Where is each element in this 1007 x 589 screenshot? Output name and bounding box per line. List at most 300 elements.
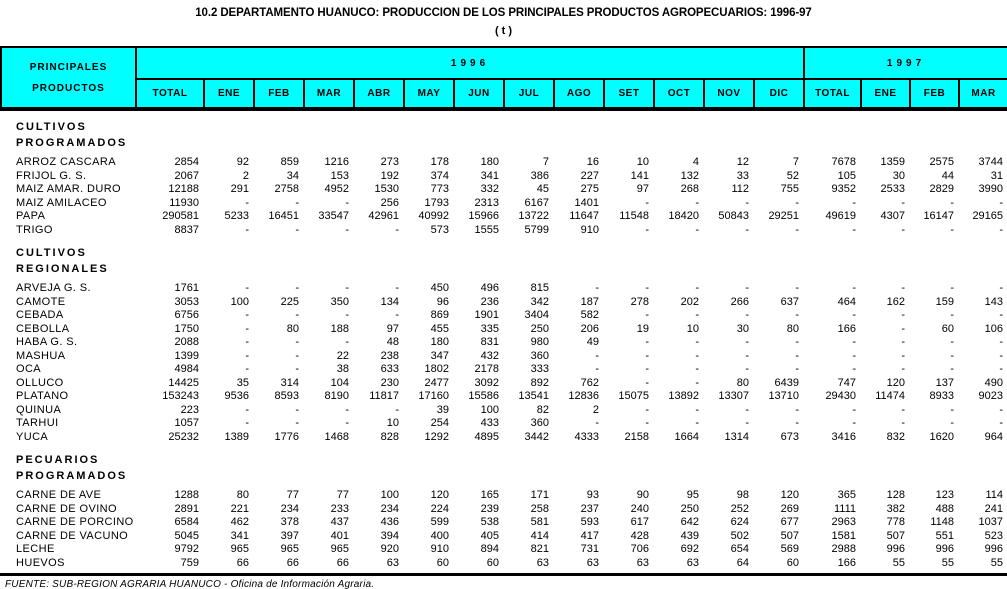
column-header-ago-1996: AGO: [554, 79, 604, 109]
value-cell: 4895: [474, 430, 499, 443]
value-cell: 100: [380, 489, 399, 501]
row-label: OCA: [16, 363, 42, 375]
value-cell: 773: [430, 183, 449, 195]
value-cell: -: [245, 349, 249, 362]
value-cell: 178: [430, 156, 449, 168]
value-cell: 617: [630, 516, 649, 528]
value-cell: -: [745, 223, 749, 236]
value-cell: -: [695, 417, 699, 429]
value-cell: 450: [430, 282, 449, 294]
value-cell: 5799: [524, 223, 549, 236]
value-cell: 268: [680, 183, 699, 195]
value-cell: -: [245, 417, 249, 429]
column-header-total-1996: TOTAL: [136, 79, 204, 109]
value-cell: 63: [386, 556, 399, 569]
value-cell: 80: [736, 376, 749, 389]
table-body: [1, 109, 1007, 570]
table-row: [1, 363, 1007, 377]
page-title: 10.2 DEPARTAMENTO HUANUCO: PRODUCCION DE LOS PRINCIPALES PRODUCTOS AGROPECUARIOS: 1996-97: [195, 7, 812, 19]
months-header-row: [1, 79, 1007, 109]
column-header-oct-1996: OCT: [654, 79, 704, 109]
value-cell: 3416: [831, 430, 857, 443]
value-cell: 52: [786, 169, 800, 182]
value-cell: 30: [892, 169, 906, 182]
value-cell: -: [795, 349, 800, 362]
value-cell: -: [795, 417, 800, 429]
value-cell: -: [345, 417, 349, 429]
value-cell: 10: [686, 322, 699, 335]
value-cell: 755: [780, 183, 800, 195]
section-title-line1: PECUARIOS: [16, 454, 100, 466]
value-cell: 13722: [518, 210, 549, 222]
value-cell: 8190: [324, 390, 349, 402]
table-row: [1, 350, 1007, 364]
value-cell: 93: [586, 489, 599, 501]
value-cell: 3744: [978, 156, 1004, 168]
value-cell: 910: [430, 543, 449, 555]
row-label: CARNE DE VACUNO: [16, 529, 129, 542]
value-cell: 2758: [274, 183, 299, 195]
column-header-set-1996: SET: [604, 79, 654, 109]
value-cell: -: [245, 322, 249, 335]
value-cell: -: [852, 363, 857, 375]
value-cell: 137: [935, 376, 955, 389]
value-cell: 965: [230, 543, 249, 555]
row-label: CEBADA: [16, 309, 64, 321]
value-cell: 188: [330, 322, 349, 335]
value-cell: 1111: [834, 502, 857, 515]
table-row: [1, 530, 1007, 544]
value-cell: 33547: [318, 210, 349, 222]
table-row: [1, 197, 1007, 211]
value-cell: -: [901, 363, 906, 375]
value-cell: 80: [236, 489, 249, 501]
value-cell: 5045: [174, 529, 199, 542]
value-cell: 63: [586, 556, 599, 569]
column-header-ene-1997: ENE: [861, 79, 910, 109]
value-cell: 538: [480, 516, 499, 528]
value-cell: 55: [941, 556, 955, 569]
value-cell: 273: [380, 156, 399, 168]
value-cell: 488: [935, 502, 955, 515]
value-cell: 2: [242, 169, 249, 182]
value-cell: 2: [592, 403, 599, 416]
value-cell: 374: [430, 169, 449, 182]
value-cell: 90: [636, 489, 649, 501]
value-cell: 63: [636, 556, 649, 569]
value-cell: -: [901, 322, 906, 335]
value-cell: 234: [280, 502, 299, 515]
table-row: [1, 516, 1007, 530]
value-cell: 342: [530, 295, 549, 308]
value-cell: -: [852, 309, 857, 321]
production-table: [0, 46, 1007, 570]
value-cell: 16: [586, 156, 599, 168]
column-header-mar-1997: MAR: [959, 79, 1007, 109]
value-cell: 38: [336, 363, 349, 375]
value-cell: 333: [530, 363, 549, 375]
value-cell: 254: [430, 417, 449, 429]
value-cell: 507: [886, 529, 906, 542]
value-cell: 496: [480, 282, 499, 294]
value-cell: 11474: [875, 390, 906, 402]
value-cell: -: [950, 349, 955, 362]
value-cell: -: [345, 282, 349, 294]
value-cell: 401: [330, 529, 349, 542]
row-label: LECHE: [16, 543, 55, 555]
value-cell: 1620: [929, 430, 955, 443]
value-cell: 433: [480, 417, 499, 429]
value-cell: 2575: [929, 156, 955, 168]
section-title-line1: CULTIVOS: [16, 247, 87, 259]
value-cell: 1468: [324, 430, 349, 443]
column-header-jul-1996: JUL: [504, 79, 554, 109]
value-cell: 123: [935, 489, 955, 501]
value-cell: 80: [786, 322, 800, 335]
value-cell: -: [795, 282, 800, 294]
value-cell: 165: [480, 489, 499, 501]
source-line: [0, 573, 1007, 589]
value-cell: -: [795, 196, 800, 209]
value-cell: 1802: [424, 363, 449, 375]
value-cell: -: [745, 417, 749, 429]
value-cell: 4984: [174, 363, 199, 375]
value-cell: 11930: [169, 196, 199, 209]
value-cell: 13710: [768, 390, 800, 402]
value-cell: 910: [580, 223, 599, 236]
value-cell: 6584: [174, 516, 199, 528]
value-cell: 104: [330, 376, 349, 389]
section-title-line1: CULTIVOS: [16, 121, 87, 133]
table-row: [1, 224, 1007, 238]
table-header: [1, 47, 1007, 109]
value-cell: -: [999, 309, 1004, 321]
value-cell: 221: [230, 502, 249, 515]
value-cell: -: [795, 403, 800, 416]
value-cell: 920: [380, 543, 399, 555]
value-cell: 44: [941, 169, 955, 182]
value-cell: 63: [686, 556, 699, 569]
value-cell: 747: [837, 376, 857, 389]
value-cell: 22: [336, 349, 349, 362]
value-cell: -: [595, 282, 599, 294]
row-label: HUEVOS: [16, 556, 65, 569]
value-cell: 77: [336, 489, 349, 501]
table-row: [1, 417, 1007, 431]
value-cell: 455: [430, 322, 449, 335]
value-cell: 2533: [880, 183, 906, 195]
value-cell: 134: [380, 295, 399, 308]
value-cell: -: [999, 223, 1004, 236]
value-cell: 464: [837, 295, 857, 308]
value-cell: 996: [984, 543, 1004, 555]
value-cell: 33: [736, 169, 749, 182]
value-cell: 29430: [825, 390, 857, 402]
value-cell: -: [245, 196, 249, 209]
value-cell: 673: [780, 430, 800, 443]
value-cell: -: [795, 309, 800, 321]
value-cell: 350: [330, 295, 349, 308]
value-cell: 92: [236, 156, 249, 168]
row-label: OLLUCO: [16, 376, 64, 389]
value-cell: 439: [680, 529, 699, 542]
value-cell: -: [901, 309, 906, 321]
value-cell: 95: [686, 489, 699, 501]
value-cell: 12188: [168, 183, 199, 195]
value-cell: 4952: [324, 183, 349, 195]
value-cell: -: [950, 223, 955, 236]
value-cell: 8837: [174, 223, 199, 236]
value-cell: 11647: [569, 210, 599, 222]
value-cell: 1401: [574, 196, 599, 209]
value-cell: -: [901, 349, 906, 362]
value-cell: 159: [935, 295, 955, 308]
value-cell: 4307: [880, 210, 906, 222]
table-row: [1, 404, 1007, 418]
value-cell: 996: [886, 543, 906, 555]
value-cell: 250: [680, 502, 699, 515]
column-header-may-1996: MAY: [404, 79, 454, 109]
value-cell: -: [295, 349, 299, 362]
value-cell: 225: [280, 295, 299, 308]
value-cell: 202: [680, 295, 699, 308]
value-cell: 394: [380, 529, 399, 542]
value-cell: -: [695, 309, 699, 321]
value-cell: -: [245, 363, 249, 375]
value-cell: -: [595, 417, 599, 429]
value-cell: -: [745, 403, 749, 416]
value-cell: -: [645, 336, 649, 348]
row-label: CEBOLLA: [16, 322, 70, 335]
value-cell: -: [795, 336, 800, 348]
value-cell: -: [245, 223, 249, 236]
value-cell: 432: [480, 349, 499, 362]
value-cell: 582: [580, 309, 599, 321]
value-cell: 100: [230, 295, 249, 308]
table-row: [1, 282, 1007, 296]
value-cell: 2088: [174, 336, 199, 348]
value-cell: -: [645, 309, 649, 321]
value-cell: 187: [580, 295, 599, 308]
table-row: [1, 390, 1007, 404]
value-cell: -: [745, 282, 749, 294]
value-cell: 828: [380, 430, 399, 443]
value-cell: -: [395, 309, 399, 321]
value-cell: 654: [730, 543, 749, 555]
value-cell: 436: [380, 516, 399, 528]
table-row: [1, 489, 1007, 503]
value-cell: 258: [530, 502, 549, 515]
value-cell: 49: [586, 336, 599, 348]
row-label: HABA G. S.: [16, 336, 78, 348]
value-cell: 335: [480, 322, 499, 335]
value-cell: 569: [780, 543, 800, 555]
value-cell: 507: [780, 529, 800, 542]
value-cell: 112: [731, 183, 749, 195]
value-cell: -: [901, 336, 906, 348]
table-row: [1, 296, 1007, 310]
value-cell: 12836: [568, 390, 599, 402]
value-cell: -: [999, 282, 1004, 294]
value-cell: -: [395, 223, 399, 236]
value-cell: 7678: [831, 156, 857, 168]
value-cell: -: [245, 309, 249, 321]
value-cell: 132: [680, 169, 699, 182]
value-cell: 821: [530, 543, 549, 555]
value-cell: 490: [984, 376, 1004, 389]
value-cell: -: [999, 363, 1004, 375]
value-cell: 5233: [224, 210, 249, 222]
value-cell: 106: [984, 322, 1004, 335]
value-cell: 50843: [718, 210, 749, 222]
value-cell: 19: [636, 322, 649, 335]
value-cell: 227: [580, 169, 599, 182]
value-cell: -: [901, 417, 906, 429]
value-cell: 48: [386, 336, 399, 348]
row-label: MASHUA: [16, 349, 66, 362]
row-label: MAIZ AMAR. DURO: [16, 183, 122, 195]
value-cell: 2067: [174, 169, 199, 182]
value-cell: -: [999, 403, 1004, 416]
value-cell: 6167: [524, 196, 549, 209]
row-label: CARNE DE PORCINO: [16, 516, 134, 528]
column-header-nov-1996: NOV: [704, 79, 754, 109]
value-cell: -: [345, 336, 349, 348]
value-cell: 593: [580, 516, 599, 528]
value-cell: 162: [886, 295, 906, 308]
value-cell: -: [345, 309, 349, 321]
value-cell: 1793: [424, 196, 449, 209]
value-cell: 360: [530, 417, 549, 429]
row-label: ARVEJA G. S.: [16, 282, 91, 294]
value-cell: 573: [430, 223, 449, 236]
table-row: [1, 156, 1007, 170]
value-cell: -: [695, 376, 699, 389]
value-cell: 633: [380, 363, 399, 375]
value-cell: 778: [886, 516, 906, 528]
value-cell: 4: [692, 156, 699, 168]
value-cell: 166: [837, 556, 857, 569]
value-cell: 29251: [768, 210, 800, 222]
value-cell: -: [950, 336, 955, 348]
value-cell: 382: [886, 502, 906, 515]
value-cell: -: [345, 223, 349, 236]
value-cell: -: [852, 336, 857, 348]
value-cell: -: [745, 196, 749, 209]
value-cell: 34: [286, 169, 299, 182]
row-label: TARHUI: [16, 417, 59, 429]
value-cell: -: [745, 309, 749, 321]
value-cell: 1750: [174, 322, 199, 335]
value-cell: 1359: [880, 156, 906, 168]
value-cell: 332: [480, 183, 499, 195]
value-cell: 1037: [978, 516, 1004, 528]
value-cell: 192: [380, 169, 399, 182]
value-cell: -: [950, 403, 955, 416]
value-cell: 637: [780, 295, 800, 308]
section-title-line2: PROGRAMADOS: [16, 470, 128, 482]
value-cell: 462: [230, 516, 249, 528]
value-cell: 692: [680, 543, 699, 555]
value-cell: 114: [985, 489, 1004, 501]
value-cell: 166: [837, 322, 857, 335]
value-cell: 12: [736, 156, 749, 168]
value-cell: 815: [530, 282, 549, 294]
value-cell: 1292: [424, 430, 449, 443]
value-cell: 400: [430, 529, 449, 542]
value-cell: 831: [480, 336, 499, 348]
value-cell: -: [645, 363, 649, 375]
value-cell: 1581: [831, 529, 857, 542]
table-row: [1, 503, 1007, 517]
value-cell: 77: [286, 489, 299, 501]
value-cell: 365: [837, 489, 857, 501]
value-cell: 551: [935, 529, 955, 542]
value-cell: 180: [430, 336, 449, 348]
row-label: ARROZ CASCARA: [16, 156, 116, 168]
value-cell: 2829: [929, 183, 955, 195]
value-cell: 832: [886, 430, 906, 443]
value-cell: -: [852, 282, 857, 294]
value-cell: 417: [580, 529, 599, 542]
value-cell: 3092: [474, 376, 499, 389]
value-cell: 965: [280, 543, 299, 555]
value-cell: -: [795, 363, 800, 375]
value-cell: 80: [286, 322, 299, 335]
value-cell: -: [245, 282, 249, 294]
value-cell: 13307: [718, 390, 749, 402]
value-cell: -: [295, 403, 299, 416]
value-cell: -: [999, 336, 1004, 348]
value-cell: 2313: [474, 196, 499, 209]
value-cell: 17160: [418, 390, 449, 402]
value-cell: 437: [330, 516, 349, 528]
value-cell: 386: [530, 169, 549, 182]
table-row: [1, 557, 1007, 571]
row-label: PLATANO: [16, 390, 69, 402]
value-cell: 120: [430, 489, 449, 501]
value-cell: -: [645, 376, 649, 389]
value-cell: 1288: [174, 489, 199, 501]
value-cell: 1148: [930, 516, 955, 528]
value-cell: -: [745, 363, 749, 375]
value-cell: 278: [630, 295, 649, 308]
value-cell: 360: [530, 349, 549, 362]
value-cell: 18420: [668, 210, 699, 222]
value-cell: -: [295, 282, 299, 294]
value-cell: 234: [380, 502, 399, 515]
value-cell: 10: [636, 156, 649, 168]
value-cell: 1776: [274, 430, 299, 443]
value-cell: 49619: [825, 210, 857, 222]
value-cell: 15075: [618, 390, 649, 402]
value-cell: 60: [941, 322, 955, 335]
value-cell: -: [345, 196, 349, 209]
value-cell: 223: [180, 403, 199, 416]
value-cell: 523: [984, 529, 1004, 542]
value-cell: -: [295, 417, 299, 429]
value-cell: 252: [730, 502, 749, 515]
value-cell: -: [645, 349, 649, 362]
value-cell: -: [645, 282, 649, 294]
value-cell: -: [999, 417, 1004, 429]
value-cell: -: [295, 196, 299, 209]
value-cell: -: [901, 223, 906, 236]
value-cell: 240: [630, 502, 649, 515]
value-cell: 10: [386, 417, 399, 429]
value-cell: 13541: [518, 390, 549, 402]
value-cell: 2477: [424, 376, 449, 389]
